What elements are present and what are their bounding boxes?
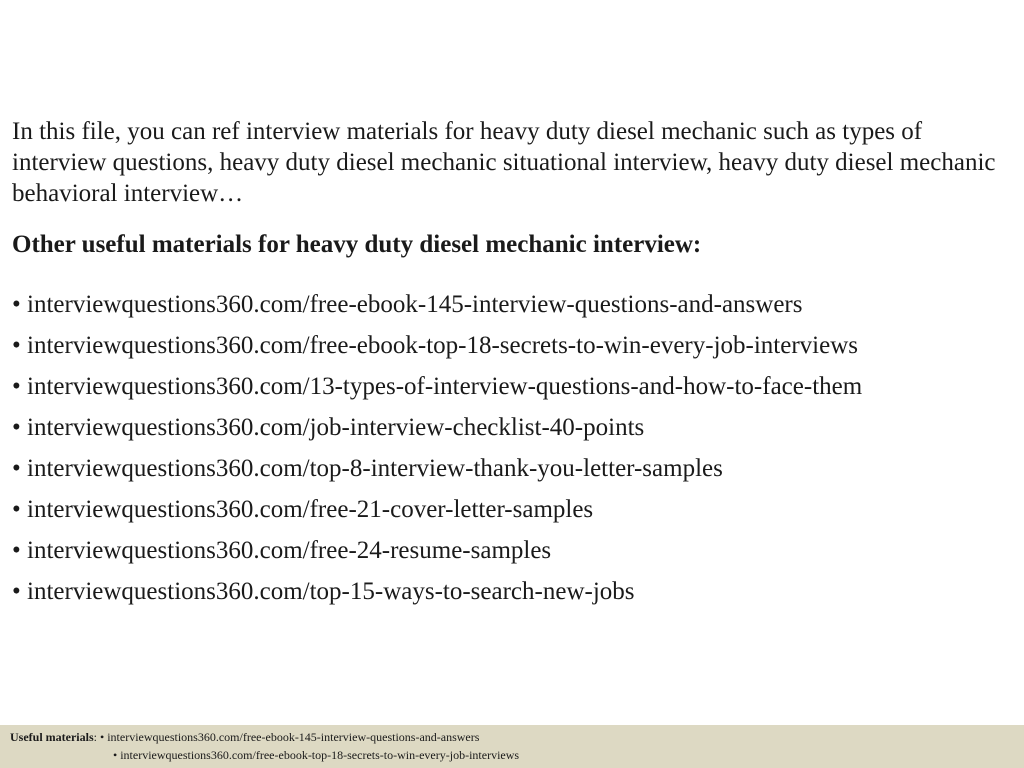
bullet-icon: • bbox=[12, 537, 21, 564]
list-item[interactable] bbox=[12, 284, 1012, 325]
link-text[interactable]: interviewquestions360.com/free-ebook-145-interview-questions-and-answers bbox=[27, 291, 803, 318]
footer-link[interactable]: interviewquestions360.com/free-ebook-top-18-secrets-to-win-every-job-interviews bbox=[120, 748, 520, 762]
footer-link[interactable]: interviewquestions360.com/free-ebook-145-interview-questions-and-answers bbox=[107, 730, 480, 744]
bullet-icon: • bbox=[100, 730, 105, 744]
bullet-icon: • bbox=[12, 414, 21, 441]
list-item[interactable] bbox=[12, 489, 1012, 530]
link-text[interactable]: interviewquestions360.com/free-21-cover-letter-samples bbox=[27, 496, 594, 523]
bullet-icon: • bbox=[113, 748, 118, 762]
link-text[interactable]: interviewquestions360.com/top-8-interview-thank-you-letter-samples bbox=[27, 455, 723, 482]
bullet-icon: • bbox=[12, 291, 21, 318]
bullet-icon: • bbox=[12, 578, 21, 605]
link-text[interactable]: interviewquestions360.com/13-types-of-interview-questions-and-how-to-face-them bbox=[27, 373, 863, 400]
list-item[interactable] bbox=[12, 530, 1012, 571]
bullet-icon: • bbox=[12, 373, 21, 400]
link-text[interactable]: interviewquestions360.com/job-interview-checklist-40-points bbox=[27, 414, 645, 441]
link-text[interactable]: interviewquestions360.com/free-24-resume-samples bbox=[27, 537, 552, 564]
list-item[interactable] bbox=[12, 407, 1012, 448]
materials-heading: Other useful materials for heavy duty diesel mechanic interview: bbox=[12, 231, 702, 258]
bullet-icon: • bbox=[12, 332, 21, 359]
footer-row bbox=[10, 728, 479, 746]
list-item[interactable] bbox=[12, 366, 1012, 407]
link-text[interactable]: interviewquestions360.com/top-15-ways-to-search-new-jobs bbox=[27, 578, 635, 605]
bullet-icon: • bbox=[12, 496, 21, 523]
footer-bar bbox=[0, 725, 1024, 768]
intro-paragraph: In this file, you can ref interview materials for heavy duty diesel mechanic such as types of interview questions, heavy duty diesel mechanic situational interview, heavy duty diesel mechanic behavioral interview… bbox=[12, 118, 996, 207]
list-item[interactable] bbox=[12, 325, 1012, 366]
footer-row bbox=[113, 746, 519, 764]
link-text[interactable]: interviewquestions360.com/free-ebook-top-18-secrets-to-win-every-job-interviews bbox=[27, 332, 858, 359]
list-item[interactable] bbox=[12, 571, 1012, 612]
materials-link-list bbox=[12, 284, 1012, 612]
list-item[interactable] bbox=[12, 448, 1012, 489]
footer-label: Useful materials bbox=[10, 730, 94, 744]
footer-separator: : bbox=[93, 730, 100, 744]
bullet-icon: • bbox=[12, 455, 21, 482]
